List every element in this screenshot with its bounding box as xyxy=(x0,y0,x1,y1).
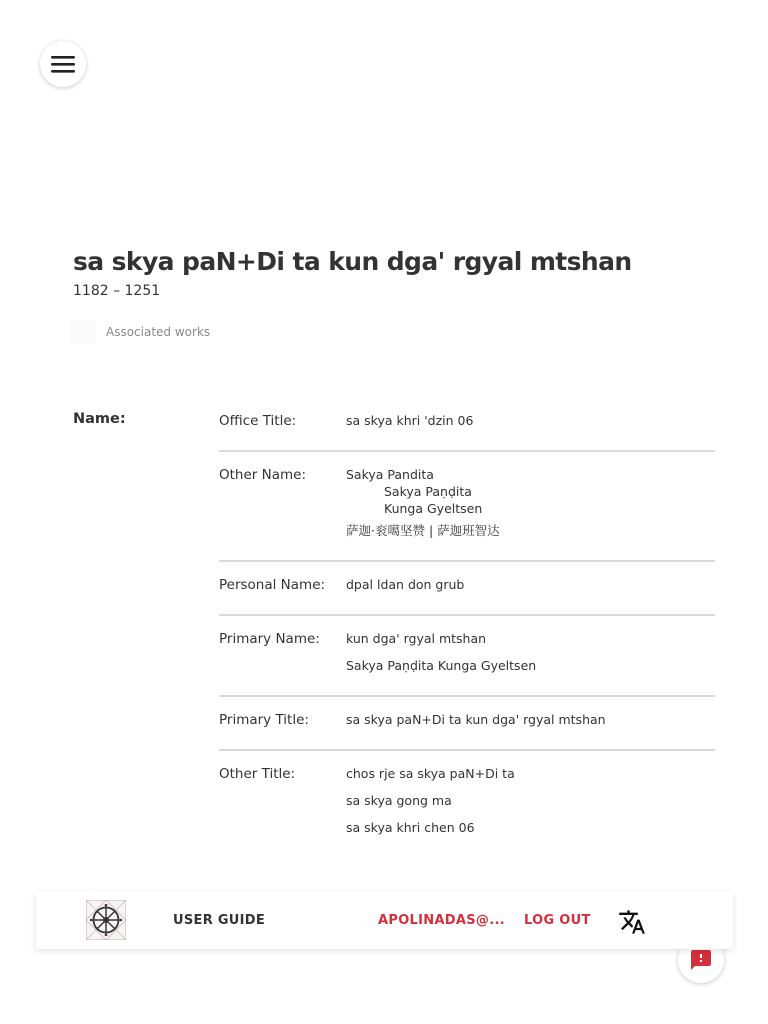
row-label: Other Name: xyxy=(219,467,306,483)
row-values xyxy=(346,630,715,675)
associated-works-link[interactable] xyxy=(70,320,210,344)
life-dates: 1182 – 1251 xyxy=(73,283,161,299)
name-row-primary-name xyxy=(219,616,715,697)
user-guide-link[interactable]: USER GUIDE xyxy=(173,913,266,928)
page-title: sa skya paN+Di ta kun dga' rgyal mtshan xyxy=(73,247,632,276)
row-values xyxy=(346,765,715,837)
associated-works-label: Associated works xyxy=(106,325,211,339)
name-value: chos rje sa skya paN+Di ta xyxy=(346,766,515,781)
name-value: dpal ldan don grub xyxy=(346,577,465,592)
associated-works-icon xyxy=(70,320,96,344)
name-row-office-title xyxy=(219,398,715,452)
name-value: kun dga' rgyal mtshan xyxy=(346,631,487,646)
name-value: Sakya Pandita xyxy=(346,467,434,482)
row-values xyxy=(346,412,715,430)
row-label: Primary Title: xyxy=(219,712,309,728)
name-row-other-title xyxy=(219,751,715,857)
names-table xyxy=(219,398,715,857)
dharma-wheel-logo[interactable] xyxy=(86,900,126,940)
row-label: Office Title: xyxy=(219,413,297,429)
name-value: sa skya khri 'dzin 06 xyxy=(346,413,474,428)
name-value-chinese: 萨迦·衮噶坚赞 | 萨迦班智达 xyxy=(346,523,500,538)
name-value-variant: Sakya Paṇḍita xyxy=(384,484,472,499)
name-value: sa skya paN+Di ta kun dga' rgyal mtshan xyxy=(346,712,606,727)
name-section-label: Name: xyxy=(73,411,126,427)
row-label: Primary Name: xyxy=(219,631,320,647)
account-link[interactable]: APOLINADAS@... xyxy=(378,913,505,928)
row-values xyxy=(346,711,715,729)
name-row-personal-name xyxy=(219,562,715,616)
feedback-icon xyxy=(689,948,713,972)
menu-button[interactable] xyxy=(40,41,86,87)
hamburger-icon xyxy=(51,54,75,74)
logout-link[interactable]: LOG OUT xyxy=(524,913,591,928)
row-values xyxy=(346,576,715,594)
name-value: Sakya Paṇḍita Kunga Gyeltsen xyxy=(346,658,537,673)
footer-bar xyxy=(36,891,733,949)
name-row-primary-title xyxy=(219,697,715,751)
name-value-variant: Kunga Gyeltsen xyxy=(384,501,483,516)
translate-icon[interactable] xyxy=(618,908,646,936)
row-values xyxy=(346,466,715,540)
name-value: sa skya khri chen 06 xyxy=(346,820,475,835)
row-label: Personal Name: xyxy=(219,577,326,593)
row-label: Other Title: xyxy=(219,766,296,782)
name-value: sa skya gong ma xyxy=(346,793,452,808)
name-row-other-name xyxy=(219,452,715,562)
